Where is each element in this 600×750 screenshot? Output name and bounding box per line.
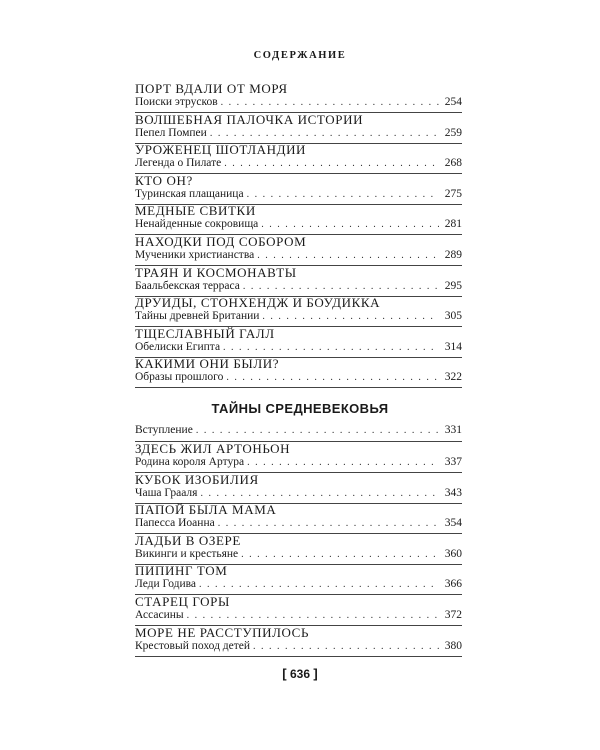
chapter-subtitle: Поиски этрусков	[135, 96, 218, 108]
dot-leader	[253, 640, 439, 653]
chapter-title: ЗДЕСЬ ЖИЛ АРТОНЬОН	[135, 441, 291, 456]
page-number: 305	[444, 310, 462, 323]
chapter-title: УРОЖЕНЕЦ ШОТЛАНДИИ	[135, 142, 307, 158]
toc-entry	[135, 532, 462, 563]
folio-bracket-right: ]	[313, 666, 318, 681]
leader-line	[135, 487, 462, 500]
leader-line	[135, 96, 462, 109]
leader-line	[135, 640, 462, 653]
dot-leader	[243, 280, 439, 293]
chapter-subtitle: Крестовый поход детей	[135, 639, 251, 652]
toc-entry	[135, 325, 462, 356]
page-number: 360	[444, 547, 462, 560]
chapter-title: ПИПИНГ ТОМ	[135, 563, 228, 579]
chapter-title: ТЩЕСЛАВНЫЙ ГАЛЛ	[135, 325, 275, 341]
dot-leader	[199, 578, 439, 591]
page-number: 337	[444, 456, 462, 468]
leader-line	[135, 218, 462, 231]
page-number: 322	[444, 371, 462, 384]
chapter-subtitle: Тайны древней Британии	[135, 310, 260, 323]
dot-leader	[261, 218, 439, 231]
leader-line	[135, 249, 462, 262]
chapter-title: КТО ОН?	[135, 172, 193, 188]
chapter-title: ПОРТ ВДАЛИ ОТ МОРЯ	[135, 81, 288, 96]
chapter-subtitle: Леди Годива	[135, 578, 196, 591]
entry-rule	[135, 387, 462, 388]
chapter-subtitle: Родина короля Артура	[135, 456, 245, 468]
toc-entry	[135, 80, 462, 111]
folio-bracket-left: [	[282, 666, 287, 681]
toc-section-two	[135, 440, 462, 654]
chapter-subtitle: Баальбекская терраса	[135, 279, 240, 292]
page-number: 314	[444, 340, 462, 353]
chapter-subtitle: Ненайденные сокровища	[135, 218, 259, 231]
toc-entry	[135, 501, 462, 532]
intro-label: Вступление	[135, 424, 193, 436]
chapter-title: ЛАДЬИ В ОЗЕРЕ	[135, 532, 241, 548]
chapter-subtitle: Папесса Иоанна	[135, 517, 215, 530]
page-folio	[0, 666, 600, 681]
dot-leader	[218, 517, 439, 530]
toc-section-one	[135, 80, 462, 386]
chapter-subtitle: Обелиски Египта	[135, 340, 221, 353]
chapter-subtitle: Мученики христианства	[135, 248, 255, 261]
section-heading: ТАЙНЫ СРЕДНЕВЕКОВЬЯ	[211, 401, 389, 416]
chapter-title: НАХОДКИ ПОД СОБОРОМ	[135, 233, 307, 249]
page-number: 289	[444, 248, 462, 261]
dot-leader	[223, 341, 439, 354]
chapter-subtitle: Ассасины	[135, 608, 184, 621]
page-number: 295	[444, 279, 462, 292]
chapter-title: КУБОК ИЗОБИЛИЯ	[135, 471, 259, 487]
toc-entry	[135, 471, 462, 502]
dot-leader	[247, 456, 439, 469]
dot-leader	[226, 371, 439, 384]
dot-leader	[262, 310, 439, 323]
folio-number: 636	[289, 667, 311, 681]
toc-entry	[135, 562, 462, 593]
page-number: 259	[444, 126, 462, 139]
chapter-title: СТАРЕЦ ГОРЫ	[135, 593, 230, 609]
chapter-subtitle: Туринская плащаница	[135, 187, 244, 200]
page-number: 366	[444, 578, 462, 591]
chapter-subtitle: Викинги и крестьяне	[135, 547, 239, 560]
page-number: 343	[444, 486, 462, 499]
leader-line	[135, 456, 462, 469]
toc-entry	[135, 264, 462, 295]
toc-entry	[135, 202, 462, 233]
leader-line	[135, 609, 462, 622]
leader-line	[135, 341, 462, 354]
leader-line	[135, 280, 462, 293]
chapter-title: КАКИМИ ОНИ БЫЛИ?	[135, 356, 280, 372]
toc-entry	[135, 440, 462, 471]
toc-entry	[135, 172, 462, 203]
leader-line	[135, 548, 462, 561]
chapter-subtitle: Пепел Помпеи	[135, 126, 207, 139]
toc-entry	[135, 593, 462, 624]
page-number: 372	[444, 608, 462, 621]
entry-rule	[135, 656, 462, 657]
page-number: 275	[444, 187, 462, 200]
page-number: 281	[444, 218, 462, 231]
chapter-subtitle: Чаша Грааля	[135, 486, 198, 499]
leader-line	[135, 424, 462, 437]
dot-leader	[196, 424, 439, 437]
running-head: СОДЕРЖАНИЕ	[253, 50, 347, 61]
chapter-title: ТРАЯН И КОСМОНАВТЫ	[135, 264, 297, 280]
leader-line	[135, 371, 462, 384]
dot-leader	[224, 157, 439, 170]
leader-line	[135, 157, 462, 170]
dot-leader	[247, 188, 439, 201]
dot-leader	[200, 487, 439, 500]
leader-line	[135, 188, 462, 201]
page-number: 380	[444, 639, 462, 652]
toc-entry	[135, 233, 462, 264]
dot-leader	[257, 249, 439, 262]
chapter-subtitle: Легенда о Пилате	[135, 157, 222, 170]
chapter-title: ДРУИДЫ, СТОНХЕНДЖ И БОУДИККА	[135, 295, 381, 311]
chapter-title: ПАПОЙ БЫЛА МАМА	[135, 502, 277, 518]
page-number: 254	[444, 96, 462, 108]
chapter-title: ВОЛШЕБНАЯ ПАЛОЧКА ИСТОРИИ	[135, 111, 364, 127]
dot-leader	[221, 96, 439, 109]
chapter-title: МЕДНЫЕ СВИТКИ	[135, 203, 256, 219]
dot-leader	[241, 548, 439, 561]
toc-entry	[135, 141, 462, 172]
leader-line	[135, 127, 462, 140]
dot-leader	[187, 609, 439, 622]
leader-line	[135, 310, 462, 323]
dot-leader	[210, 127, 439, 140]
leader-line	[135, 578, 462, 591]
toc-entry	[135, 294, 462, 325]
toc-entry	[135, 355, 462, 386]
page-number: 268	[444, 157, 462, 170]
toc-entry	[135, 624, 462, 655]
page-number: 354	[444, 517, 462, 530]
leader-line	[135, 517, 462, 530]
toc-entry	[135, 111, 462, 142]
page-number: 331	[444, 424, 462, 436]
chapter-title: МОРЕ НЕ РАССТУПИЛОСЬ	[135, 624, 310, 640]
chapter-subtitle: Образы прошлого	[135, 371, 224, 384]
